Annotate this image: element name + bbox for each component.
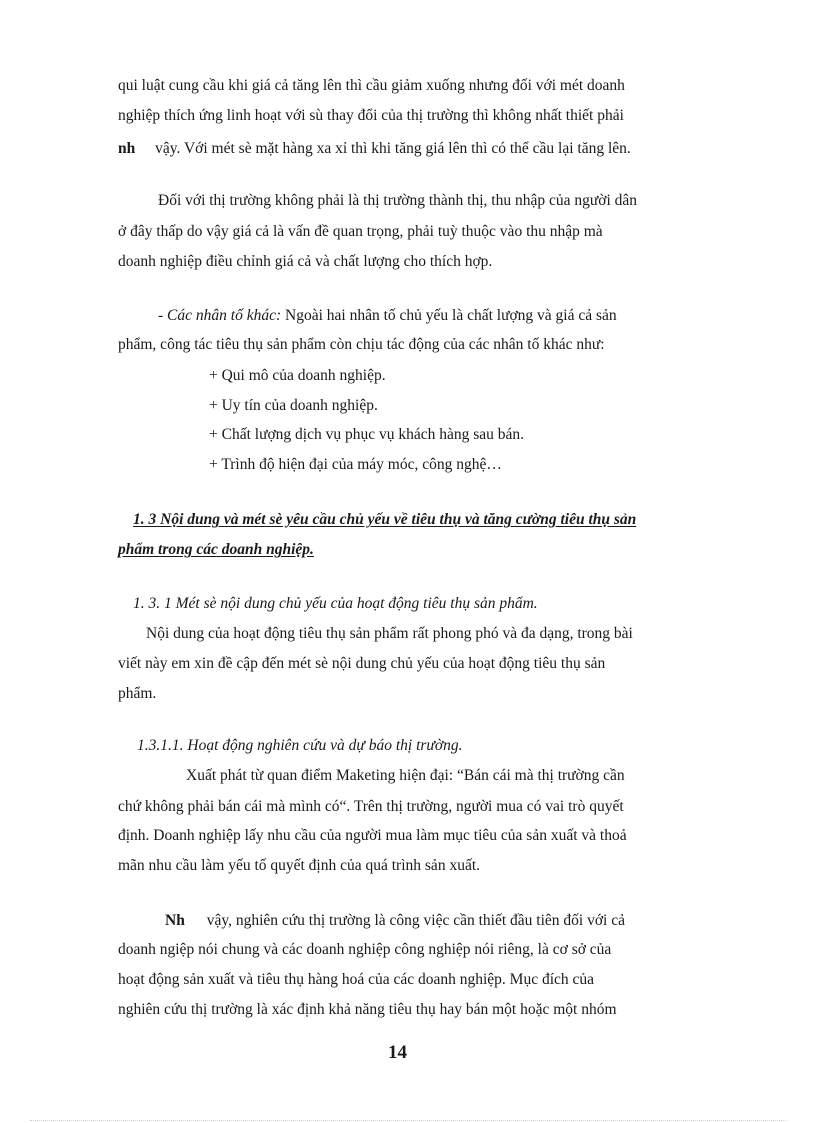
list-item: + Trình độ hiện đại của máy móc, công nghệ… [209,456,502,473]
factors-label: Các nhân tố khác: [167,307,282,324]
body-text-line: phẩm, công tác tiêu thụ sản phẩm còn chịu tác động của các nhân tố khác như: [118,336,605,353]
section-heading: phẩm trong các doanh nghiệp. [118,541,314,558]
body-text-line: nghiên cứu thị trường là xác định khả năng tiêu thụ hay bán một hoặc một nhóm [118,1001,617,1018]
body-text-line: mãn nhu cầu làm yếu tố quyết định của quá trình sản xuất. [118,857,481,874]
body-text-line [165,911,625,931]
body-text-line: Đối với thị trường không phải là thị trường thành thị, thu nhập của người dân [158,192,638,209]
body-text-line: ở đây thấp do vậy giá cả là vấn đề quan trọng, phải tuỳ thuộc vào thu nhập mà [118,223,603,240]
body-text-line [118,139,631,159]
body-text-line [158,306,617,326]
page-footer-divider [30,1120,786,1121]
page-number: 14 [388,1042,407,1063]
body-text-line: định. Doanh nghiệp lấy nhu cầu của người mua làm mục tiêu của sản xuất và thoả [118,827,627,844]
body-text-line: chứ không phải bán cái mà mình có“. Trên thị trường, người mua có vai trò quyết [118,798,624,815]
text-fragment: vậy. Với mét sè mặt hàng xa xỉ thì khi tăng giá lên thì có thể cầu lại tăng lên. [155,140,631,157]
text-fragment-bold: Nh [165,912,185,929]
body-text-line: Xuất phát từ quan điểm Maketing hiện đại: “Bán cái mà thị trường cần [186,767,625,784]
subsection-heading: 1.3.1.1. Hoạt động nghiên cứu và dự báo thị trường. [137,737,463,754]
list-dash: - [158,307,168,324]
text-fragment: vậy, nghiên cứu thị trường là công việc cần thiết đầu tiên đối với cả [206,912,625,929]
body-text-line: nghiệp thích ứng linh hoạt với sù thay đổi của thị trường thì không nhất thiết phải [118,107,624,124]
body-text-line: Nội dung của hoạt động tiêu thụ sản phẩm rất phong phó và đa dạng, trong bài [146,625,633,642]
body-text-line: phẩm. [118,685,157,702]
section-heading: 1. 3 Nội dung và mét sè yêu cầu chủ yếu về tiêu thụ và tăng cường tiêu thụ sản [133,511,637,528]
text-fragment-bold: nh [118,140,136,157]
list-item: + Qui mô của doanh nghiệp. [209,367,386,384]
body-text-line: doanh ngiệp nói chung và các doanh nghiệp công nghiệp nói riêng, là cơ sở của [118,941,612,958]
list-item: + Chất lượng dịch vụ phục vụ khách hàng sau bán. [209,426,525,443]
subsection-heading: 1. 3. 1 Mét sè nội dung chủ yếu của hoạt động tiêu thụ sản phẩm. [133,595,538,612]
text-fragment: Ngoài hai nhân tố chủ yếu là chất lượng và giá cả sản [281,307,617,324]
body-text-line: qui luật cung cầu khi giá cả tăng lên thì cầu giảm xuống nhưng đối với mét doanh [118,77,625,94]
body-text-line: doanh nghiệp điều chỉnh giá cả và chất lượng cho thích hợp. [118,253,493,270]
body-text-line: viết này em xin đề cập đến mét sè nội dung chủ yếu của hoạt động tiêu thụ sản [118,655,606,672]
list-item: + Uy tín của doanh nghiệp. [209,397,378,414]
body-text-line: hoạt động sản xuất và tiêu thụ hàng hoá của các doanh nghiệp. Mục đích của [118,971,595,988]
